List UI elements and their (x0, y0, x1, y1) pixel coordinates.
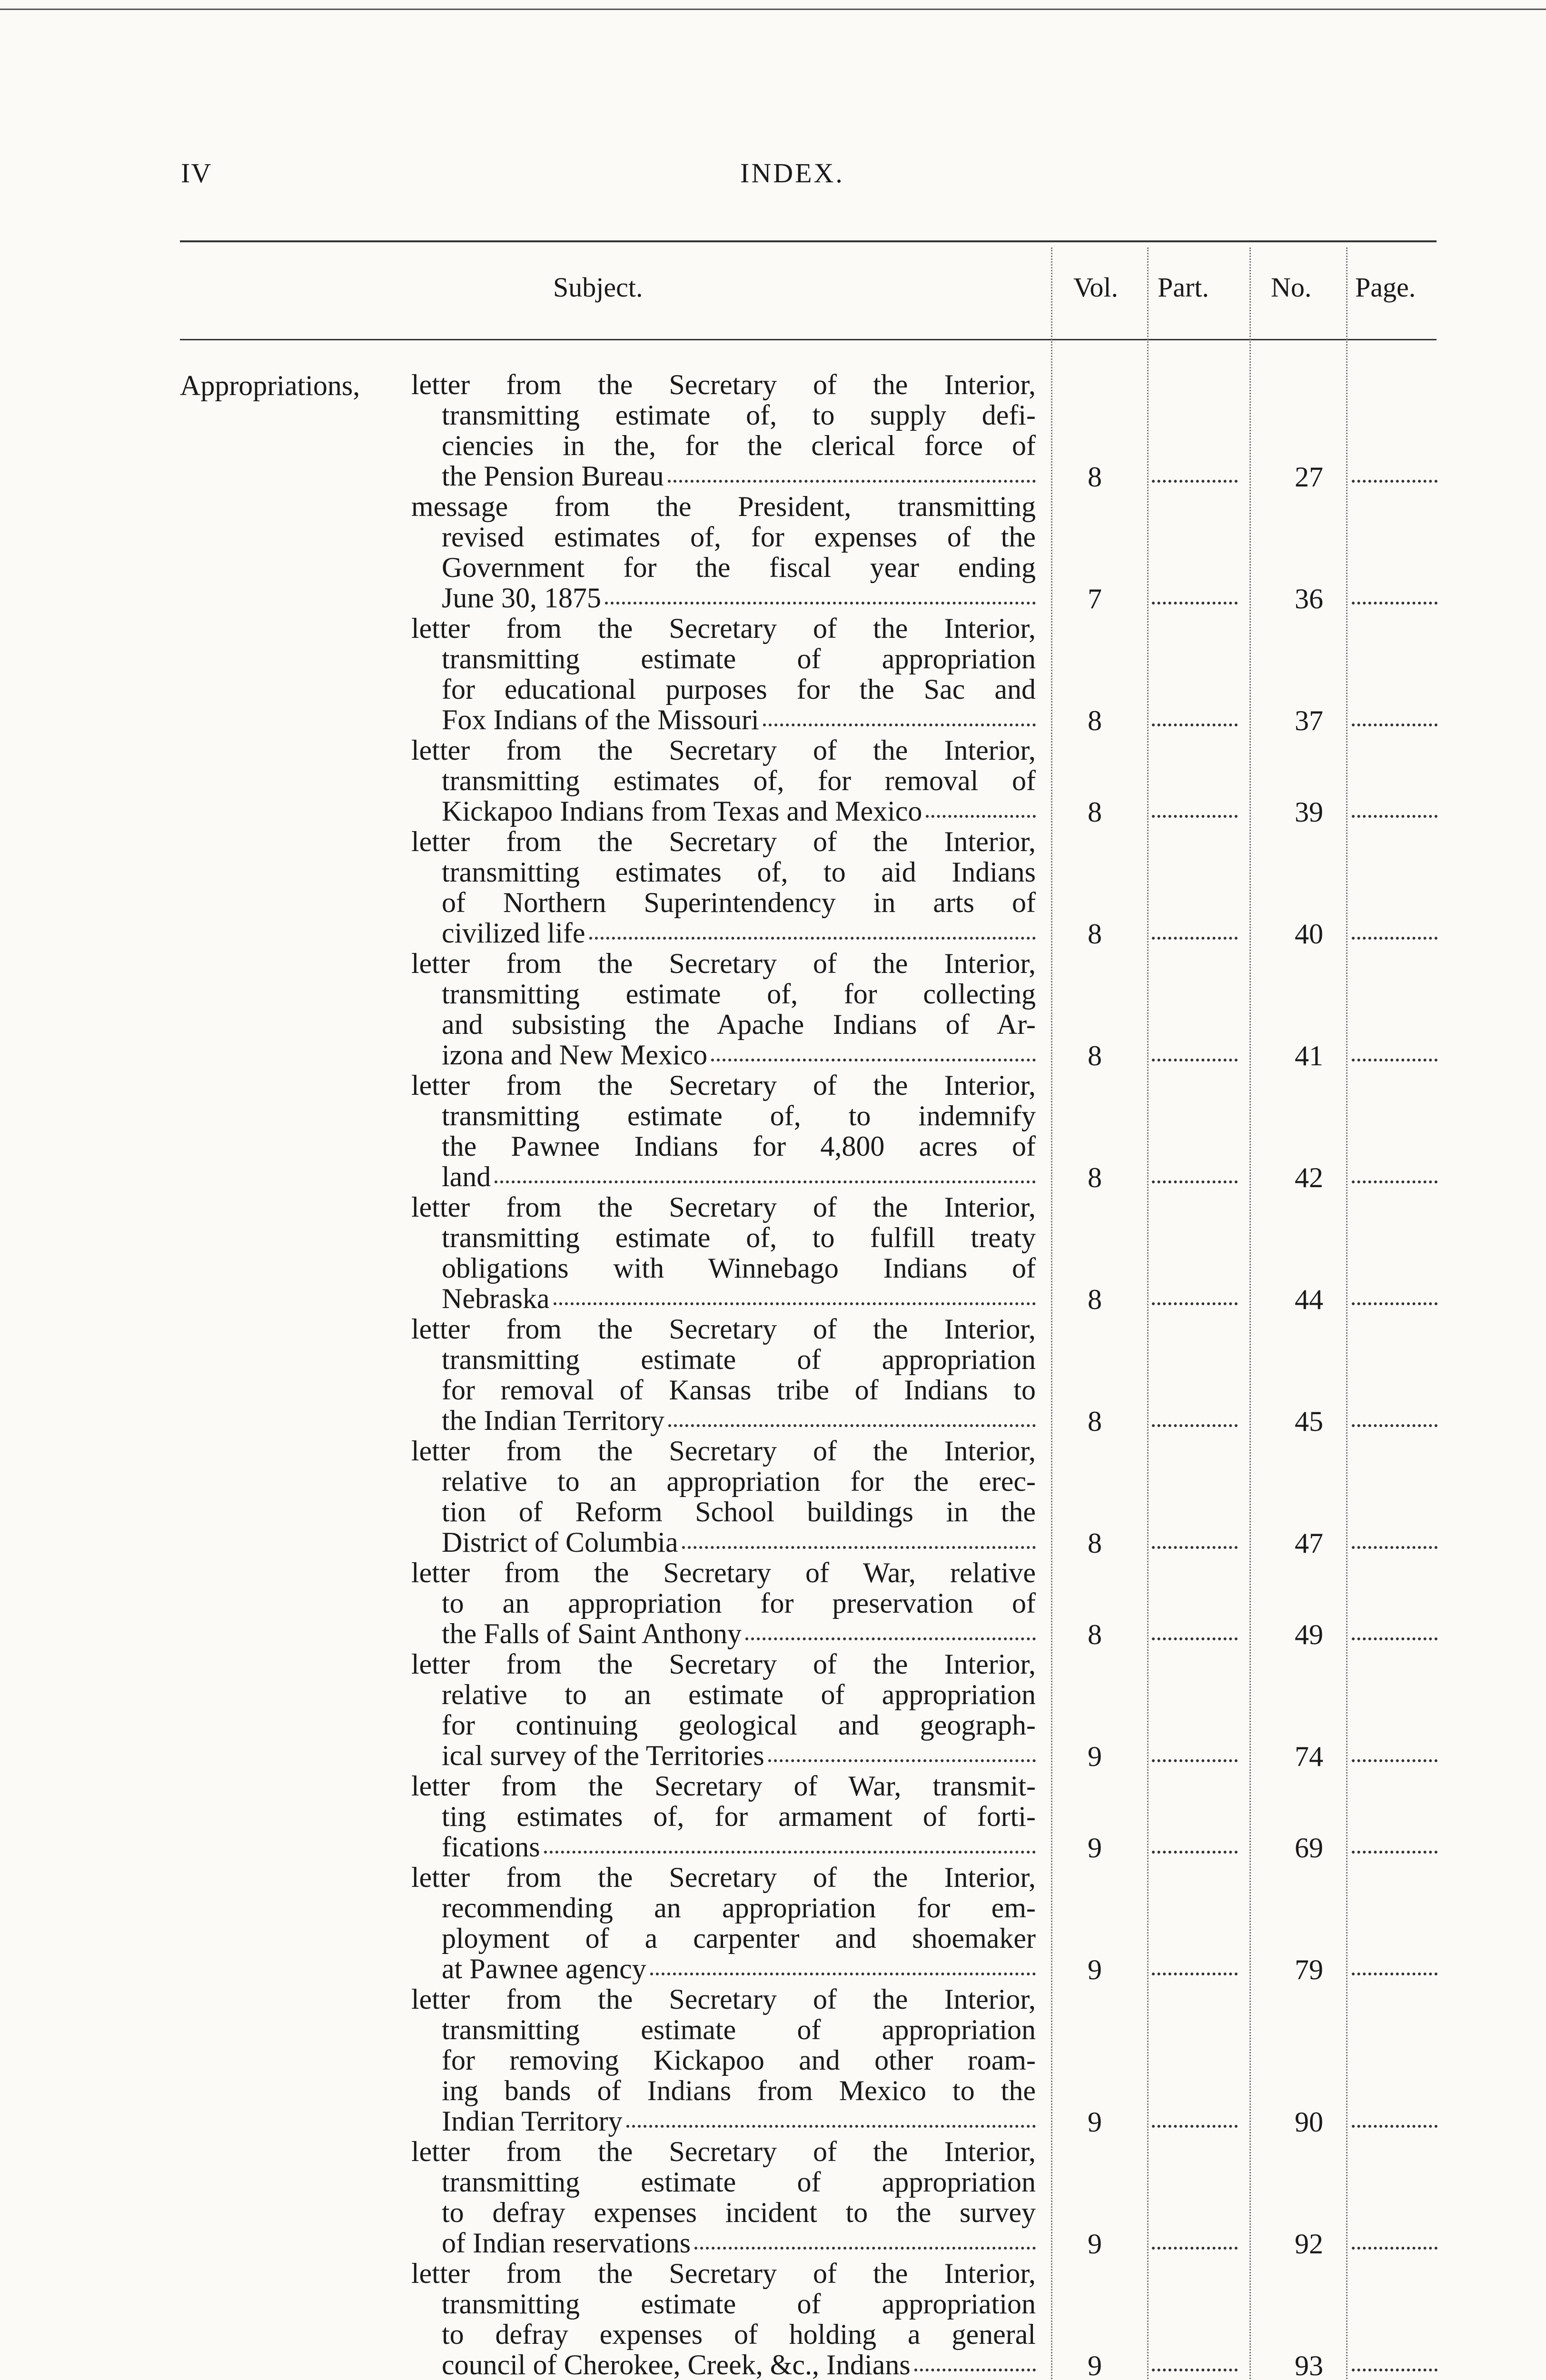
entry-line: letter from the Secretary of the Interior, (411, 1648, 1036, 1680)
entry-line-text: fications (442, 1831, 540, 1863)
entry-number: 41 (1295, 1040, 1323, 1071)
entry-part-leader (1152, 1851, 1238, 1854)
entry-line (411, 1740, 1036, 1771)
entry-description (411, 2258, 1036, 2380)
entry-line: transmitting estimate of, to indemnify (442, 1100, 1036, 1131)
column-header-part: Part. (1158, 272, 1209, 303)
entry-number: 92 (1295, 2228, 1323, 2260)
entry-line (411, 583, 1036, 613)
entry-page-leader (1352, 1637, 1437, 1640)
entry-volume: 8 (1088, 918, 1102, 950)
entry-page-leader (1352, 1851, 1437, 1854)
entry-part-leader (1152, 2125, 1238, 2128)
entry-line: for educational purposes for the Sac and (442, 674, 1036, 705)
entry-description (411, 1436, 1036, 1557)
entry-line: letter from the Secretary of the Interior, (411, 1435, 1036, 1467)
entry-part-leader (1152, 815, 1238, 818)
index-entry (0, 2136, 1546, 2258)
entry-description (411, 1984, 1036, 2136)
entry-volume: 8 (1088, 1527, 1102, 1559)
entry-number: 74 (1295, 1741, 1323, 1772)
entry-line (411, 2228, 1036, 2258)
entry-number: 27 (1295, 461, 1323, 493)
entry-description (411, 1771, 1036, 1862)
column-header-subject: Subject. (553, 272, 643, 303)
entry-line: of Northern Superintendency in arts of (442, 887, 1036, 918)
entry-volume: 8 (1088, 1162, 1102, 1193)
dot-leader (694, 2228, 1036, 2250)
entry-description (411, 1070, 1036, 1192)
entry-page-leader (1352, 1759, 1437, 1762)
entry-page-leader (1352, 2125, 1437, 2128)
entry-line-text: civilized life (442, 917, 585, 949)
entry-line-text: izona and New Mexico (442, 1039, 708, 1071)
column-header-no: No. (1271, 272, 1312, 303)
entry-line: transmitting estimate of appropriation (442, 1344, 1036, 1375)
index-entry (0, 1436, 1546, 1557)
entry-line: ciencies in the, for the clerical force of (442, 430, 1036, 461)
entry-volume: 9 (1088, 2228, 1102, 2260)
entry-line: to an appropriation for preservation of (442, 1587, 1036, 1619)
entry-volume: 8 (1088, 1040, 1102, 1071)
entry-line: for removal of Kansas tribe of Indians to (442, 1374, 1036, 1406)
entry-line: ployment of a carpenter and shoemaker (442, 1923, 1036, 1954)
entry-line: for continuing geological and geograph- (442, 1709, 1036, 1741)
entry-part-leader (1152, 1546, 1238, 1549)
entry-line: letter from the Secretary of the Interior, (411, 1070, 1036, 1101)
entry-line-text: District of Columbia (442, 1527, 678, 1558)
entry-description (411, 826, 1036, 948)
entry-part-leader (1152, 1302, 1238, 1305)
entry-description (411, 613, 1036, 735)
entry-line-text: Fox Indians of the Missouri (442, 704, 759, 735)
entry-line: ting estimates of, for armament of forti- (442, 1801, 1036, 1832)
entry-line: transmitting estimates of, to aid Indians (442, 856, 1036, 888)
entry-line: transmitting estimate of appropriation (442, 643, 1036, 674)
page-folio: IV (181, 158, 212, 188)
entry-page-leader (1352, 602, 1437, 605)
entry-line: transmitting estimate of, to fulfill treaty (442, 1222, 1036, 1253)
running-title: INDEX. (740, 158, 844, 188)
entry-page-leader (1352, 1059, 1437, 1061)
index-heading-appropriations: Appropriations, (180, 370, 360, 401)
dot-leader (495, 1161, 1036, 1183)
entry-description (411, 2136, 1036, 2258)
entry-line (411, 461, 1036, 491)
index-entry (0, 613, 1546, 735)
entry-line: letter from the Secretary of the Interior, (411, 369, 1036, 400)
index-entry (0, 948, 1546, 1070)
entry-line: relative to an appropriation for the erec- (442, 1466, 1036, 1497)
entry-number: 44 (1295, 1284, 1323, 1315)
column-header-vol: Vol. (1073, 272, 1119, 303)
entry-line (411, 1283, 1036, 1314)
entry-volume: 8 (1088, 1284, 1102, 1315)
entry-line: letter from the Secretary of the Interior, (411, 2258, 1036, 2289)
entry-line: letter from the Secretary of the Interior, (411, 734, 1036, 766)
entry-line (411, 2350, 1036, 2380)
entry-description (411, 1192, 1036, 1314)
header-top-rule (180, 240, 1437, 242)
entry-line: letter from the Secretary of the Interior, (411, 2136, 1036, 2167)
entry-line-text: Nebraska (442, 1283, 550, 1314)
entry-page-leader (1352, 724, 1437, 726)
entry-line: letter from the Secretary of the Interior, (411, 1983, 1036, 2015)
entry-line: for removing Kickapoo and other roam- (442, 2044, 1036, 2076)
entry-line-text: the Falls of Saint Anthony (442, 1618, 742, 1649)
entry-line: letter from the Secretary of War, relative (411, 1557, 1036, 1588)
dot-leader (605, 583, 1036, 605)
entry-line (411, 918, 1036, 948)
entry-page-leader (1352, 937, 1437, 940)
entry-line (411, 1405, 1036, 1436)
index-entry (0, 1984, 1546, 2136)
index-entry (0, 369, 1546, 491)
entry-volume: 9 (1088, 2350, 1102, 2380)
entry-volume: 7 (1088, 583, 1102, 615)
entry-line: letter from the Secretary of War, transmit- (411, 1770, 1036, 1802)
entry-number: 69 (1295, 1832, 1323, 1864)
entry-line-text: council of Cherokee, Creek, &c., Indians (442, 2349, 911, 2380)
index-entry (0, 1557, 1546, 1649)
entry-description (411, 1649, 1036, 1771)
dot-leader (650, 1954, 1036, 1975)
entry-part-leader (1152, 480, 1238, 483)
entry-line: transmitting estimate of appropriation (442, 2288, 1036, 2320)
entry-description (411, 735, 1036, 826)
entry-line: to defray expenses incident to the survey (442, 2197, 1036, 2228)
entry-description (411, 1314, 1036, 1436)
entry-line-text: Indian Territory (442, 2105, 623, 2137)
entry-part-leader (1152, 2369, 1238, 2371)
dot-leader (768, 1740, 1036, 1762)
entry-part-leader (1152, 1759, 1238, 1762)
entry-line: recommending an appropriation for em- (442, 1892, 1036, 1924)
entry-line (411, 1527, 1036, 1557)
entry-part-leader (1152, 1637, 1238, 1640)
entry-page-leader (1352, 815, 1437, 818)
entry-number: 79 (1295, 1954, 1323, 1985)
entry-line (411, 796, 1036, 826)
entry-line: letter from the Secretary of the Interior, (411, 826, 1036, 857)
entry-page-leader (1352, 1424, 1437, 1427)
entry-number: 47 (1295, 1527, 1323, 1559)
index-entry (0, 1649, 1546, 1771)
entry-line: obligations with Winnebago Indians of (442, 1252, 1036, 1284)
entry-line: letter from the Secretary of the Interior, (411, 948, 1036, 979)
entry-line-text: ical survey of the Territories (442, 1740, 764, 1771)
entry-description (411, 948, 1036, 1070)
entry-volume: 8 (1088, 461, 1102, 493)
entry-line: message from the President, transmitting (411, 491, 1036, 522)
index-entry (0, 1070, 1546, 1192)
entry-line: ing bands of Indians from Mexico to the (442, 2075, 1036, 2106)
entry-number: 93 (1295, 2350, 1323, 2380)
dot-leader (626, 2106, 1036, 2128)
entry-line-text: the Pension Bureau (442, 460, 664, 492)
entry-page-leader (1352, 1973, 1437, 1975)
entry-number: 45 (1295, 1406, 1323, 1437)
entry-line-text: at Pawnee agency (442, 1953, 646, 1984)
column-header-page: Page. (1355, 272, 1416, 303)
dot-leader (668, 1405, 1036, 1427)
entry-page-leader (1352, 480, 1437, 483)
dot-leader (914, 2350, 1036, 2371)
index-entry (0, 1314, 1546, 1436)
entry-line: transmitting estimate of appropriation (442, 2014, 1036, 2045)
entry-line: and subsisting the Apache Indians of Ar- (442, 1009, 1036, 1040)
entry-part-leader (1152, 724, 1238, 726)
entry-line (411, 704, 1036, 735)
entry-line-text: the Indian Territory (442, 1405, 664, 1436)
entry-page-leader (1352, 2369, 1437, 2371)
entry-part-leader (1152, 1973, 1238, 1975)
entry-line: transmitting estimate of, to supply defi- (442, 399, 1036, 431)
entry-description (411, 1557, 1036, 1649)
index-entry (0, 1771, 1546, 1862)
entry-line: Government for the fiscal year ending (442, 552, 1036, 583)
entry-line (411, 1161, 1036, 1192)
entry-line: letter from the Secretary of the Interior, (411, 1862, 1036, 1893)
dot-leader (544, 1832, 1036, 1854)
entry-volume: 8 (1088, 1406, 1102, 1437)
dot-leader (682, 1527, 1036, 1549)
entry-line: transmitting estimate of, for collecting (442, 978, 1036, 1010)
entry-part-leader (1152, 1424, 1238, 1427)
dot-leader (711, 1040, 1036, 1061)
index-entry (0, 735, 1546, 826)
entry-volume: 9 (1088, 2106, 1102, 2138)
entry-volume: 9 (1088, 1954, 1102, 1985)
entry-line (411, 1040, 1036, 1070)
top-edge-rule (0, 9, 1546, 10)
entry-line-text: of Indian reservations (442, 2227, 691, 2259)
index-entry (0, 826, 1546, 948)
index-entry (0, 1192, 1546, 1314)
entry-page-leader (1352, 1180, 1437, 1183)
entry-volume: 9 (1088, 1741, 1102, 1772)
entry-part-leader (1152, 1180, 1238, 1183)
entry-line: to defray expenses of holding a general (442, 2319, 1036, 2350)
dot-leader (668, 461, 1036, 483)
entry-part-leader (1152, 2247, 1238, 2250)
entry-description (411, 369, 1036, 491)
entry-volume: 8 (1088, 705, 1102, 736)
dot-leader (589, 918, 1036, 940)
entry-line (411, 1954, 1036, 1984)
entry-line (411, 1832, 1036, 1862)
entry-part-leader (1152, 1059, 1238, 1061)
entry-line: transmitting estimate of appropriation (442, 2166, 1036, 2198)
entry-page-leader (1352, 2247, 1437, 2250)
entry-line: letter from the Secretary of the Interior, (411, 1313, 1036, 1345)
entry-line (411, 1618, 1036, 1649)
entry-number: 40 (1295, 918, 1323, 950)
entry-line: letter from the Secretary of the Interior, (411, 1191, 1036, 1223)
entry-volume: 9 (1088, 1832, 1102, 1864)
entry-volume: 8 (1088, 796, 1102, 828)
entry-number: 36 (1295, 583, 1323, 615)
dot-leader (763, 704, 1036, 726)
entry-line (411, 2106, 1036, 2136)
entry-description (411, 491, 1036, 613)
entry-line-text: June 30, 1875 (442, 582, 601, 614)
entry-line-text: Kickapoo Indians from Texas and Mexico (442, 795, 922, 827)
entry-part-leader (1152, 602, 1238, 605)
entry-number: 49 (1295, 1619, 1323, 1650)
entry-number: 42 (1295, 1162, 1323, 1193)
index-entry (0, 1862, 1546, 1984)
header-bottom-rule (180, 339, 1437, 340)
dot-leader (554, 1283, 1036, 1305)
index-entry (0, 491, 1546, 613)
entry-page-leader (1352, 1302, 1437, 1305)
entry-line: transmitting estimates of, for removal of (442, 765, 1036, 796)
entry-line: revised estimates of, for expenses of the (442, 521, 1036, 553)
entry-number: 39 (1295, 796, 1323, 828)
entry-line: letter from the Secretary of the Interior, (411, 613, 1036, 644)
entry-number: 37 (1295, 705, 1323, 736)
entry-number: 90 (1295, 2106, 1323, 2138)
entry-volume: 8 (1088, 1619, 1102, 1650)
dot-leader (745, 1618, 1036, 1640)
entry-part-leader (1152, 937, 1238, 940)
entry-line: tion of Reform School buildings in the (442, 1496, 1036, 1527)
entry-line: the Pawnee Indians for 4,800 acres of (442, 1130, 1036, 1162)
dot-leader (926, 796, 1036, 818)
entry-line-text: land (442, 1161, 491, 1192)
entry-description (411, 1862, 1036, 1984)
entry-page-leader (1352, 1546, 1437, 1549)
index-entry (0, 2258, 1546, 2380)
entry-line: relative to an estimate of appropriation (442, 1679, 1036, 1710)
